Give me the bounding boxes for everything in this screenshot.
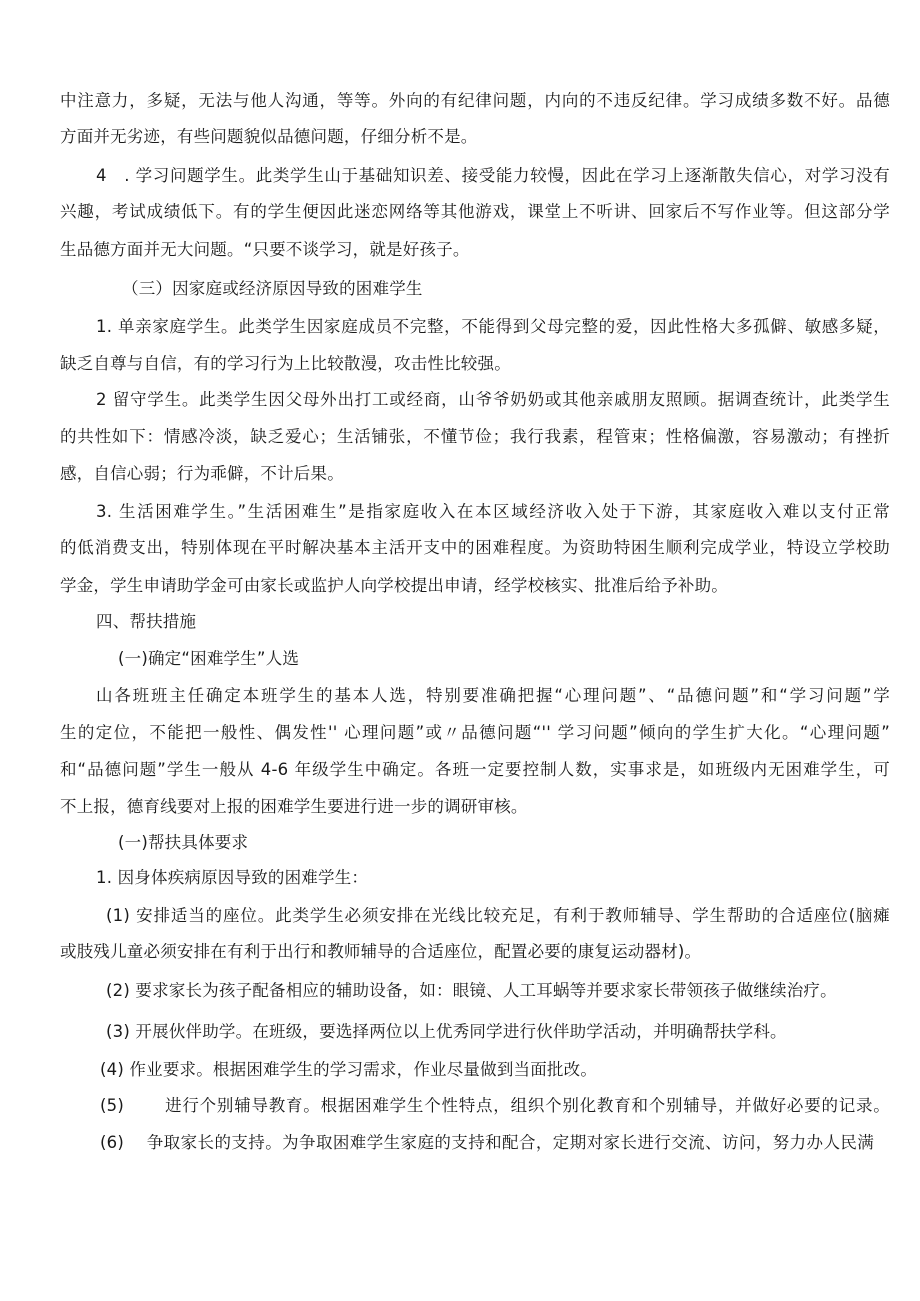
text-line: (2) 要求家长为孩子配备相应的辅助设备，如：眼镜、人工耳蜗等并要求家长带领孩子做继续治疗。: [106, 981, 837, 1000]
text-line: 兴趣，考试成绩低下。有的学生便因此迷恋网络等其他游戏，课堂上不听讲、回家后不写作业等。但这部分学: [60, 202, 890, 221]
text-line: 1. 因身体疾病原因导致的困难学生：: [96, 868, 369, 887]
text-line: 方面并无劣迹，有些问题貌似品德问题，仔细分析不是。: [60, 127, 478, 146]
text-line: 或肢残儿童必须安排在有利于出行和教师辅导的合适座位，配置必要的康复运动器材)。: [60, 942, 702, 961]
section-heading: 四、帮扶措施: [96, 612, 197, 631]
text-line: (4) 作业要求。根据困难学生的学习需求，作业尽量做到当面批改。: [100, 1060, 598, 1079]
text-line: 的共性如下：情感冷淡，缺乏爱心；生活铺张，不懂节俭；我行我素，程管束；性格偏激，容易激动；有挫折: [60, 427, 890, 446]
text-line: 感，自信心弱；行为乖僻，不计后果。: [60, 464, 344, 483]
text-line: 生品德方面并无大问题。“只要不谈学习，就是好孩子。: [60, 240, 470, 259]
text-line: 和“品德问题”学生一般从 4-6 年级学生中确定。各班一定要控制人数，实事求是，如班级内无困难学生，可: [60, 760, 890, 779]
text-line: 3. 生活困难学生。”生活困难生”是指家庭收入在本区域经济收入处于下游，其家庭收入难以支付正常: [96, 502, 890, 521]
text-line: (3) 开展伙伴助学。在班级，要选择两位以上优秀同学进行伙伴助学活动，并明确帮扶学科。: [106, 1022, 787, 1041]
text-line: 的低消费支出，特别体现在平时解决基本主活开支中的困难程度。为资助特困生顺利完成学业，特设立学校助: [60, 538, 890, 557]
text-line: 1. 单亲家庭学生。此类学生因家庭成员不完整，不能得到父母完整的爱，因此性格大多孤僻、敏感多疑，: [96, 317, 890, 336]
text-line: 生的定位，不能把一般性、偶发性'' 心理问题”或〃品德问题“'' 学习问题”倾向的学生扩大化。“心理问题”: [60, 723, 890, 742]
text-line: 学金，学生申请助学金可由家长或监护人向学校提出申请，经学校核实、批准后给予补助。: [60, 576, 728, 595]
text-line: 4 . 学习问题学生。此类学生山于基础知识差、接受能力较慢，因此在学习上逐渐散失信心，对学习没有: [96, 166, 890, 185]
text-line: 中注意力，多疑，无法与他人沟通，等等。外向的有纪律问题，内向的不违反纪律。学习成绩多数不好。品德: [60, 91, 890, 110]
subsection-heading: (一)确定“困难学生”人选: [118, 649, 300, 668]
text-line: (1) 安排适当的座位。此类学生必须安排在光线比较充足，有利于教师辅导、学生帮助的合适座位(脑瘫: [106, 906, 890, 925]
text-line: 缺乏自尊与自信，有的学习行为上比较散漫，攻击性比较强。: [60, 354, 511, 373]
subsection-heading: (一)帮扶具体要求: [118, 833, 249, 852]
text-line: 2 留守学生。此类学生因父母外出打工或经商，山爷爷奶奶或其他亲戚朋友照顾。据调查统计，此类学生: [96, 390, 890, 409]
text-line: (6) 争取家长的支持。为争取困难学生家庭的支持和配合，定期对家长进行交流、访问，努力办人民满: [100, 1133, 874, 1152]
section-heading: （三）因家庭或经济原因导致的困难学生: [122, 279, 423, 298]
text-line: (5) 进行个别辅导教育。根据困难学生个性特点，组织个别化教育和个别辅导，并做好必要的记录。: [100, 1096, 890, 1115]
text-line: 山各班班主任确定本班学生的基本人选，特别要准确把握“心理问题”、“品德问题”和“学习问题”学: [96, 686, 890, 705]
text-line: 不上报，德育线要对上报的困难学生要进行进一步的调研审核。: [60, 797, 528, 816]
